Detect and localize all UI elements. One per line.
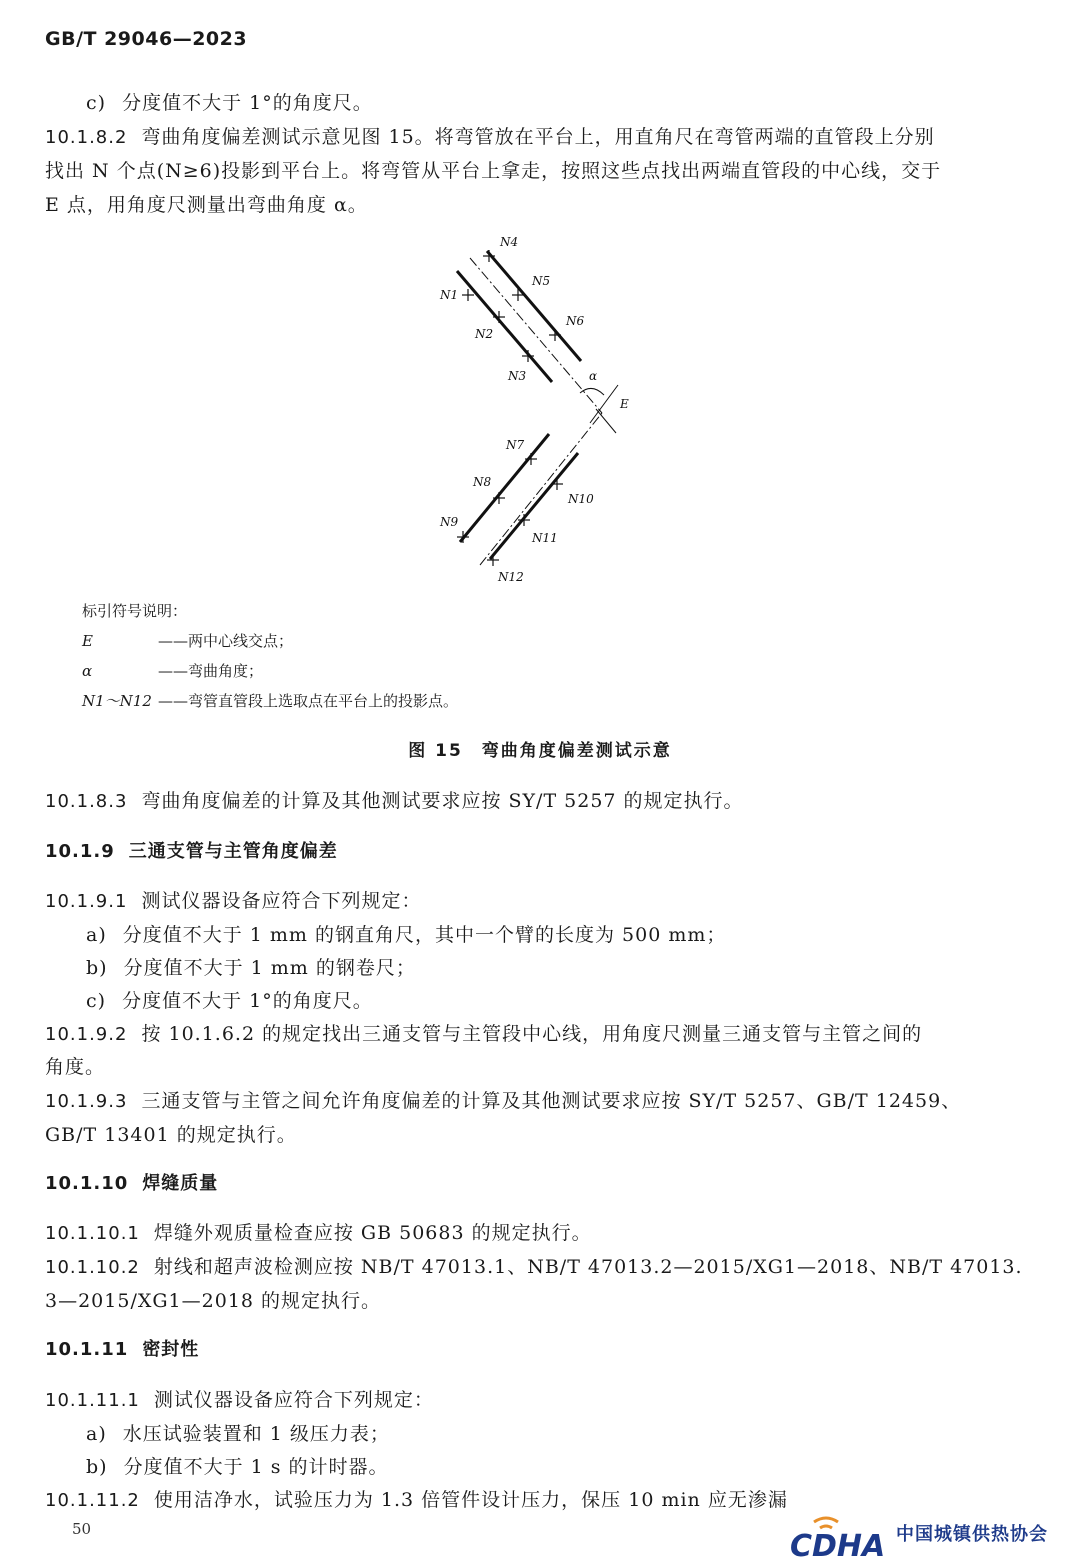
heading-10-1-10: 10.1.10 焊缝质量: [45, 1173, 219, 1194]
clause-10-1-9-2: 10.1.9.2 按 10.1.6.2 的规定找出三通支管与主管段中心线，用角度尺测量三通支管与主管之间的: [45, 1023, 923, 1045]
clause-10-1-11-2: 10.1.11.2 使用洁净水，试验压力为 1.3 倍管件设计压力，保压 10 min 应无渗漏: [45, 1489, 788, 1511]
list-item-a-2: a) 水压试验装置和 1 级压力表；: [86, 1423, 390, 1445]
legend-title: 标引符号说明：: [82, 602, 188, 620]
list-item-c-top: c) 分度值不大于 1°的角度尺。: [86, 92, 373, 114]
label-n5: N5: [532, 274, 551, 288]
label-n8: N8: [473, 475, 492, 489]
clause-10-1-8-2-line2: 找出 N 个点(N≥6)投影到平台上。将弯管从平台上拿走，按照这些点找出两端直管段的中心线，交于: [45, 160, 942, 182]
label-n7: N7: [506, 438, 525, 452]
clause-10-1-8-2-line3: E 点，用角度尺测量出弯曲角度 α。: [45, 194, 368, 216]
label-n11: N11: [532, 531, 558, 545]
label-n9: N9: [440, 515, 459, 529]
logo-signal-arc-1: [814, 1518, 838, 1522]
cross-n6: [549, 329, 561, 341]
clause-10-1-10-1: 10.1.10.1 焊缝外观质量检查应按 GB 50683 的规定执行。: [45, 1222, 592, 1244]
label-n2: N2: [475, 327, 494, 341]
cross-n2: [493, 311, 505, 323]
legend-row-n: N1～N12 ——弯管直管段上选取点在平台上的投影点。: [82, 692, 459, 710]
label-n3: N3: [508, 369, 527, 383]
angle-arc-upper: [590, 385, 618, 423]
heading-10-1-9: 10.1.9 三通支管与主管角度偏差: [45, 841, 338, 862]
clause-10-1-8-3: 10.1.8.3 弯曲角度偏差的计算及其他测试要求应按 SY/T 5257 的规定执行。: [45, 790, 744, 812]
logo-text: 中国城镇供热协会: [896, 1524, 1048, 1545]
clause-10-1-9-3: 10.1.9.3 三通支管与主管之间允许角度偏差的计算及其他测试要求应按 SY/T 5257、GB/T 12459、: [45, 1090, 962, 1112]
clause-10-1-9-1: 10.1.9.1 测试仪器设备应符合下列规定：: [45, 890, 422, 912]
bend-angle-diagram: [420, 225, 650, 590]
list-item-b-2: b) 分度值不大于 1 s 的计时器。: [86, 1456, 389, 1478]
legend-row-alpha: α ——弯曲角度；: [82, 662, 264, 680]
label-e: E: [620, 397, 629, 411]
clause-10-1-8-2: 10.1.8.2 弯曲角度偏差测试示意见图 15。将弯管放在平台上，用直角尺在弯管两端的直管段上分别: [45, 126, 935, 148]
clause-10-1-9-2-line2: 角度。: [45, 1056, 106, 1078]
label-n10: N10: [568, 492, 594, 506]
angle-arc-lower: [596, 409, 616, 433]
logo-mark: CDHA: [790, 1529, 886, 1562]
heading-10-1-11: 10.1.11 密封性: [45, 1339, 200, 1360]
cross-n10: [551, 478, 563, 490]
label-n1: N1: [440, 288, 459, 302]
legend-row-e: E ——两中心线交点；: [82, 632, 294, 650]
logo-signal-arc-2: [820, 1526, 832, 1528]
figure-caption: 图 15 弯曲角度偏差测试示意: [408, 741, 672, 761]
list-item-c: c) 分度值不大于 1°的角度尺。: [86, 990, 373, 1012]
cross-n8: [493, 492, 505, 504]
standard-number: GB/T 29046—2023: [45, 28, 248, 50]
clause-10-1-10-2: 10.1.10.2 射线和超声波检测应按 NB/T 47013.1、NB/T 47013.2—2015/XG1—2018、NB/T 47013.: [45, 1256, 1023, 1278]
clause-10-1-9-3-line2: GB/T 13401 的规定执行。: [45, 1124, 297, 1146]
label-n4: N4: [500, 235, 519, 249]
cross-n12: [487, 554, 499, 566]
clause-10-1-10-2-line2: 3—2015/XG1—2018 的规定执行。: [45, 1290, 382, 1312]
upper-outer-pipe-line: [487, 251, 581, 361]
label-n6: N6: [566, 314, 585, 328]
clause-10-1-11-1: 10.1.11.1 测试仪器设备应符合下列规定：: [45, 1389, 434, 1411]
list-item-a: a) 分度值不大于 1 mm 的钢直角尺，其中一个臂的长度为 500 mm；: [86, 924, 727, 946]
page-number: 50: [72, 1520, 92, 1538]
list-item-b: b) 分度值不大于 1 mm 的钢卷尺；: [86, 957, 416, 979]
label-n12: N12: [498, 570, 524, 584]
label-alpha: α: [589, 369, 598, 383]
